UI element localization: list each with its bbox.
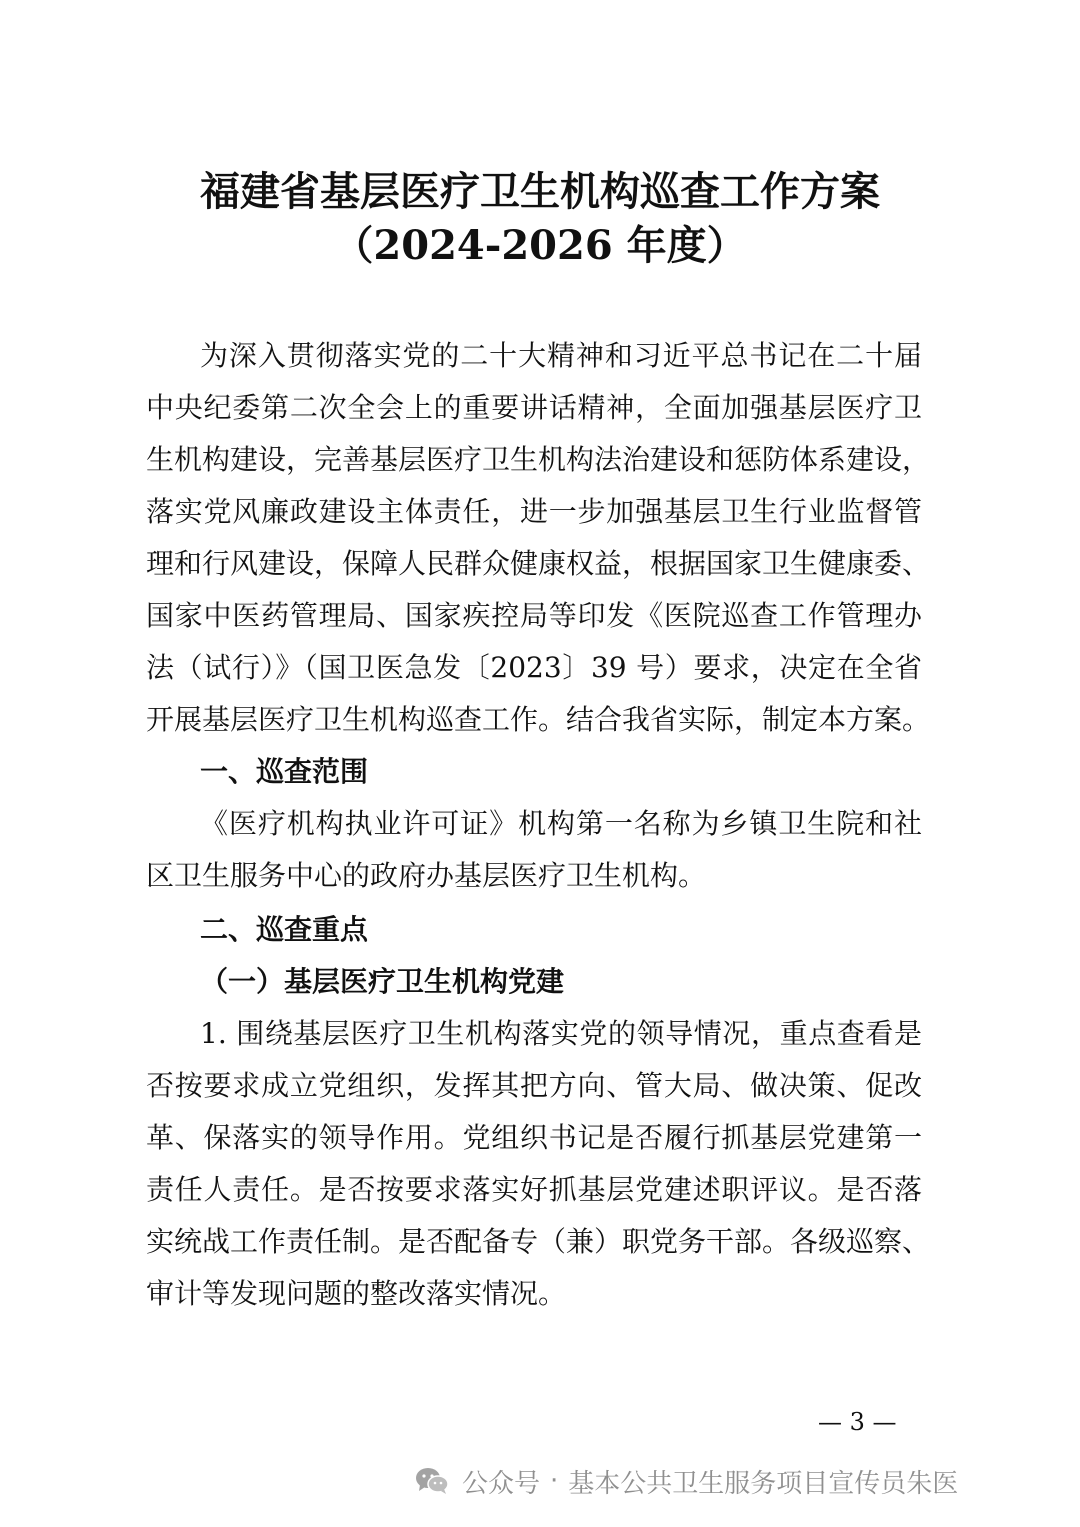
wechat-icon bbox=[414, 1466, 450, 1496]
document-title: 福建省基层医疗卫生机构巡查工作方案 bbox=[200, 168, 880, 215]
scope-line: 《医疗机构执业许可证》机构第一名称为乡镇卫生院和社 bbox=[200, 807, 922, 840]
intro-line: 中央纪委第二次全会上的重要讲话精神，全面加强基层医疗卫 bbox=[146, 391, 922, 424]
intro-line: 开展基层医疗卫生机构巡查工作。结合我省实际，制定本方案。 bbox=[146, 703, 931, 736]
intro-line: 落实党风廉政建设主体责任，进一步加强基层卫生行业监督管 bbox=[146, 495, 922, 528]
intro-line: 国家中医药管理局、国家疾控局等印发《医院巡查工作管理办 bbox=[146, 599, 922, 632]
page-number: — 3 — bbox=[818, 1408, 897, 1436]
scope-line: 区卫生服务中心的政府办基层医疗卫生机构。 bbox=[146, 859, 707, 892]
subsection-heading-party-building: （一）基层医疗卫生机构党建 bbox=[200, 965, 565, 998]
focus-line: 审计等发现问题的整改落实情况。 bbox=[146, 1277, 567, 1310]
watermark bbox=[414, 1456, 958, 1506]
focus-line: 革、保落实的领导作用。党组织书记是否履行抓基层党建第一 bbox=[146, 1121, 922, 1154]
focus-line: 实统战工作责任制。是否配备专（兼）职党务干部。各级巡察、 bbox=[146, 1225, 931, 1258]
focus-line: 1. 围绕基层医疗卫生机构落实党的领导情况，重点查看是 bbox=[200, 1017, 922, 1050]
focus-line: 否按要求成立党组织，发挥其把方向、管大局、做决策、促改 bbox=[146, 1069, 922, 1102]
intro-line: 为深入贯彻落实党的二十大精神和习近平总书记在二十届 bbox=[200, 339, 922, 372]
intro-line: 理和行风建设，保障人民群众健康权益，根据国家卫生健康委、 bbox=[146, 547, 931, 580]
section-heading-focus: 二、巡查重点 bbox=[200, 913, 369, 946]
focus-line: 责任人责任。是否按要求落实好抓基层党建述职评议。是否落 bbox=[146, 1173, 922, 1206]
watermark-separator: · bbox=[550, 1466, 559, 1496]
watermark-label: 公众号 bbox=[462, 1468, 541, 1499]
watermark-account: 基本公共卫生服务项目宣传员朱医 bbox=[568, 1468, 959, 1499]
document-subtitle: （2024-2026 年度） bbox=[333, 222, 747, 269]
section-heading-scope: 一、巡查范围 bbox=[200, 755, 369, 788]
intro-line: 法（试行）》（国卫医急发〔2023〕39 号）要求，决定在全省 bbox=[146, 651, 922, 684]
intro-line: 生机构建设，完善基层医疗卫生机构法治建设和惩防体系建设， bbox=[146, 443, 931, 476]
